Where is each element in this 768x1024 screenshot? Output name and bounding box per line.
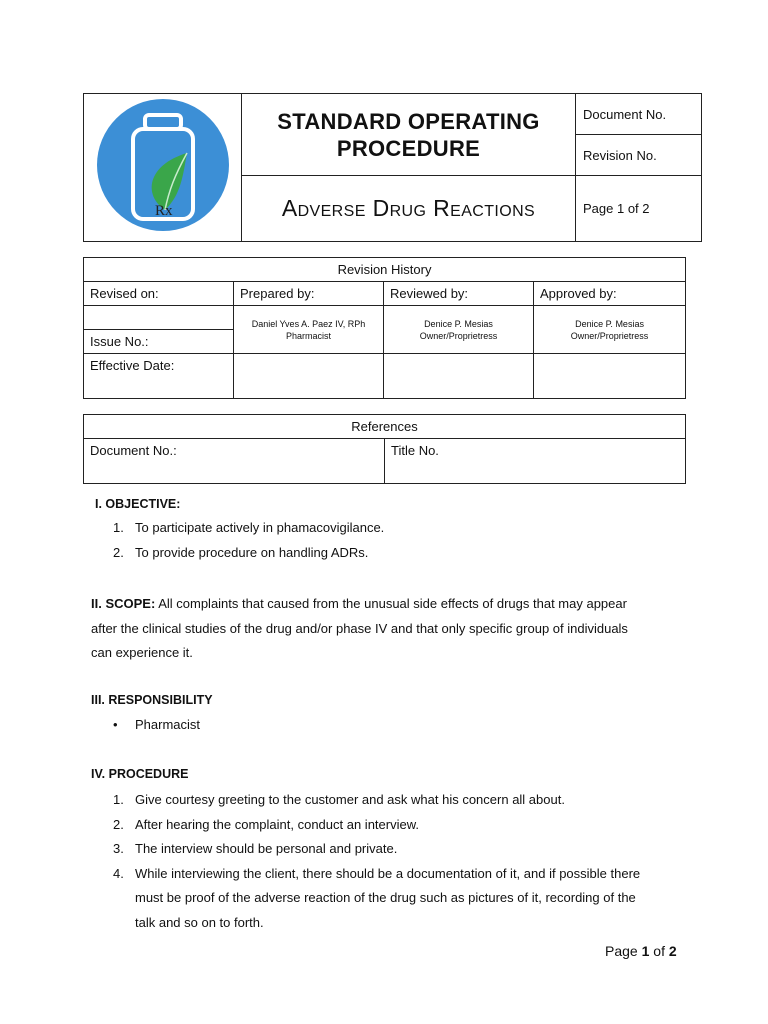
scope-heading: II. SCOPE: (91, 596, 156, 611)
title-cell (242, 94, 576, 176)
approver-name: Denice P. Mesias (575, 318, 644, 329)
scope-line-1: All complaints that caused from the unusual side effects of drugs that may appear (158, 596, 627, 611)
document-no-label: Document No. (576, 94, 702, 135)
reference-document-no-label: Document No.: (84, 439, 385, 484)
list-item: 1. To participate actively in phamacovigilance. (113, 520, 385, 535)
list-item: 4. While interviewing the client, there should be a documentation of it, and if possible there (113, 865, 641, 881)
preparer-role: Pharmacist (285, 330, 331, 341)
procedure-list (113, 788, 683, 935)
sop-title-line1: STANDARD OPERATING (277, 108, 540, 134)
procedure-heading: IV. PROCEDURE (91, 767, 189, 781)
effective-date-label: Effective Date: (84, 354, 234, 399)
subtitle-cell (242, 176, 576, 242)
list-item: 2. To provide procedure on handling ADRs. (113, 544, 369, 560)
objective-heading: I. OBJECTIVE: (95, 497, 181, 511)
revised-on-label: Revised on: (84, 282, 234, 306)
list-item-continuation: must be proof of the adverse reaction of the drug such as pictures of it, recording of the (135, 890, 636, 905)
issue-no-label: Issue No.: (84, 330, 234, 354)
responsibility-list (113, 713, 200, 738)
page-count-label: Page 1 of 2 (576, 176, 702, 242)
revision-no-label: Revision No. (576, 135, 702, 176)
scope-line-3: can experience it. (91, 645, 193, 660)
scope-line-2: after the clinical studies of the drug and/or phase IV and that only specific group of individuals (91, 620, 628, 636)
approver-role: Owner/Proprietress (570, 330, 649, 341)
responsibility-heading: III. RESPONSIBILITY (91, 693, 213, 707)
effective-date-cell-2 (234, 354, 384, 399)
preparer-name: Daniel Yves A. Paez IV, RPh (251, 318, 366, 329)
list-item-continuation: talk and so on to forth. (135, 914, 264, 930)
reference-title-no-label: Title No. (385, 439, 686, 484)
list-item: • Pharmacist (113, 717, 201, 732)
revision-history-title: Revision History (84, 258, 686, 282)
logo-cell (84, 94, 242, 242)
reviewer-signature-cell (384, 306, 534, 354)
rx-bottle-logo-icon (95, 95, 231, 235)
page-footer (605, 943, 677, 959)
references-title: References (84, 415, 686, 439)
effective-date-cell-4 (534, 354, 686, 399)
scope-paragraph (91, 592, 681, 666)
footer-page-total: 2 (668, 943, 677, 959)
sop-header-table (83, 93, 702, 242)
footer-of-word: of (653, 943, 665, 959)
sop-subtitle: Adverse Drug Reactions (281, 195, 536, 221)
list-item: 3. The interview should be personal and private. (113, 841, 398, 856)
list-item: 1. Give courtesy greeting to the customer and ask what his concern all about. (113, 792, 565, 807)
references-table (83, 414, 686, 484)
objective-list (113, 516, 384, 565)
rx-text: Rx (154, 203, 173, 219)
reviewer-role: Owner/Proprietress (419, 330, 498, 341)
reviewer-name: Denice P. Mesias (424, 318, 493, 329)
footer-page-word: Page (605, 943, 638, 959)
list-item: 2. After hearing the complaint, conduct an interview. (113, 816, 419, 832)
prepared-by-label: Prepared by: (234, 282, 384, 306)
approved-by-label: Approved by: (534, 282, 686, 306)
effective-date-cell-3 (384, 354, 534, 399)
reviewed-by-label: Reviewed by: (384, 282, 534, 306)
footer-page-number: 1 (641, 943, 650, 959)
revision-history-table (83, 257, 686, 399)
preparer-signature-cell (234, 306, 384, 354)
sop-title-line2: PROCEDURE (336, 135, 481, 161)
approver-signature-cell (534, 306, 686, 354)
revised-on-value (84, 306, 234, 330)
